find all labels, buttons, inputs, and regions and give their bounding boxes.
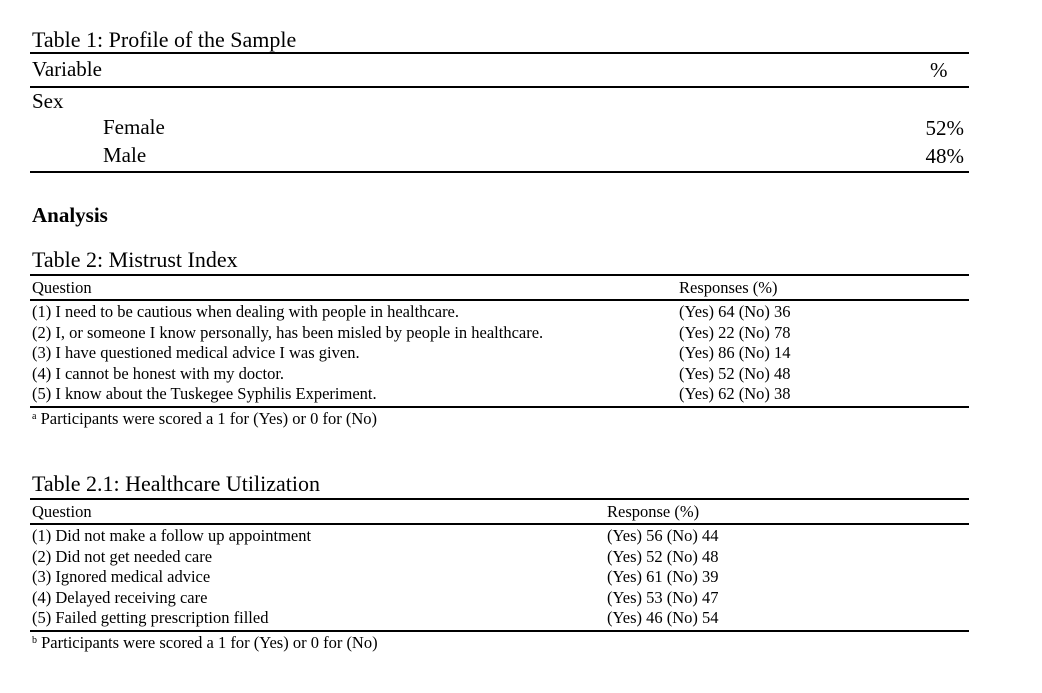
table2-row-question: (1) I need to be cautious when dealing with people in healthcare. bbox=[32, 302, 460, 321]
table2-title: Table 2: Mistrust Index bbox=[32, 247, 238, 272]
table2-row-question: (3) I have questioned medical advice I was given. bbox=[32, 343, 360, 362]
table2-1-header-rule bbox=[30, 523, 969, 525]
table2-header-question: Question bbox=[32, 278, 92, 297]
footnote-marker: a bbox=[32, 411, 37, 422]
table1-header-rule bbox=[30, 86, 969, 88]
footnote-text: Participants were scored a 1 for (Yes) or 0 for (No) bbox=[41, 633, 378, 652]
table2-1-row-question: (3) Ignored medical advice bbox=[32, 567, 211, 586]
table2-1-header-question: Question bbox=[32, 502, 92, 521]
table2-top-rule bbox=[30, 274, 969, 276]
table1-title: Table 1: Profile of the Sample bbox=[32, 27, 297, 52]
table2-1-row-question: (1) Did not make a follow up appointment bbox=[32, 526, 312, 545]
table2-footnote bbox=[32, 409, 377, 429]
table2-row-response: (Yes) 86 (No) 14 bbox=[679, 343, 791, 362]
table1-bottom-rule bbox=[30, 171, 969, 173]
table2-header-responses: Responses (%) bbox=[679, 278, 778, 297]
footnote-marker: b bbox=[32, 635, 37, 646]
table2-1-row-response: (Yes) 46 (No) 54 bbox=[607, 608, 719, 627]
footnote-text: Participants were scored a 1 for (Yes) or 0 for (No) bbox=[40, 409, 378, 428]
table1-row-label: Female bbox=[103, 115, 165, 139]
table2-row-response: (Yes) 64 (No) 36 bbox=[679, 302, 791, 321]
table2-1-row-question: (2) Did not get needed care bbox=[32, 546, 213, 566]
table1-group-sex: Sex bbox=[32, 89, 64, 113]
table2-1-row-question: (5) Failed getting prescription filled bbox=[32, 608, 269, 627]
table2-1-row-response: (Yes) 61 (No) 39 bbox=[607, 567, 719, 586]
table2-1-row-response: (Yes) 53 (No) 47 bbox=[607, 587, 719, 607]
table2-1-footnote bbox=[32, 633, 378, 653]
table1-row-label: Male bbox=[103, 143, 147, 167]
table1-header-variable: Variable bbox=[32, 57, 102, 81]
table1-top-rule bbox=[30, 52, 969, 54]
table2-1-top-rule bbox=[30, 498, 969, 500]
section-heading-analysis: Analysis bbox=[32, 203, 108, 227]
table2-1-row-question: (4) Delayed receiving care bbox=[32, 587, 208, 607]
table1-row-value: 48% bbox=[925, 144, 964, 168]
table2-row-question: (4) I cannot be honest with my doctor. bbox=[32, 363, 285, 383]
table2-row-question: (2) I, or someone I know personally, has been misled by people in healthcare. bbox=[32, 322, 544, 342]
table2-row-response: (Yes) 62 (No) 38 bbox=[679, 384, 791, 403]
table2-row-response: (Yes) 22 (No) 78 bbox=[679, 322, 791, 342]
table2-row-question: (5) I know about the Tuskegee Syphilis Experiment. bbox=[32, 384, 377, 403]
table1-header-percent: % bbox=[930, 58, 948, 82]
table2-1-row-response: (Yes) 52 (No) 48 bbox=[607, 546, 719, 566]
table1-row-value: 52% bbox=[925, 116, 964, 140]
table2-1-row-response: (Yes) 56 (No) 44 bbox=[607, 526, 719, 545]
table2-row-response: (Yes) 52 (No) 48 bbox=[679, 363, 791, 383]
table2-1-header-response: Response (%) bbox=[607, 502, 700, 521]
table2-bottom-rule bbox=[30, 406, 969, 408]
table2-1-bottom-rule bbox=[30, 630, 969, 632]
table2-header-rule bbox=[30, 299, 969, 301]
table2-1-title: Table 2.1: Healthcare Utilization bbox=[32, 471, 321, 496]
